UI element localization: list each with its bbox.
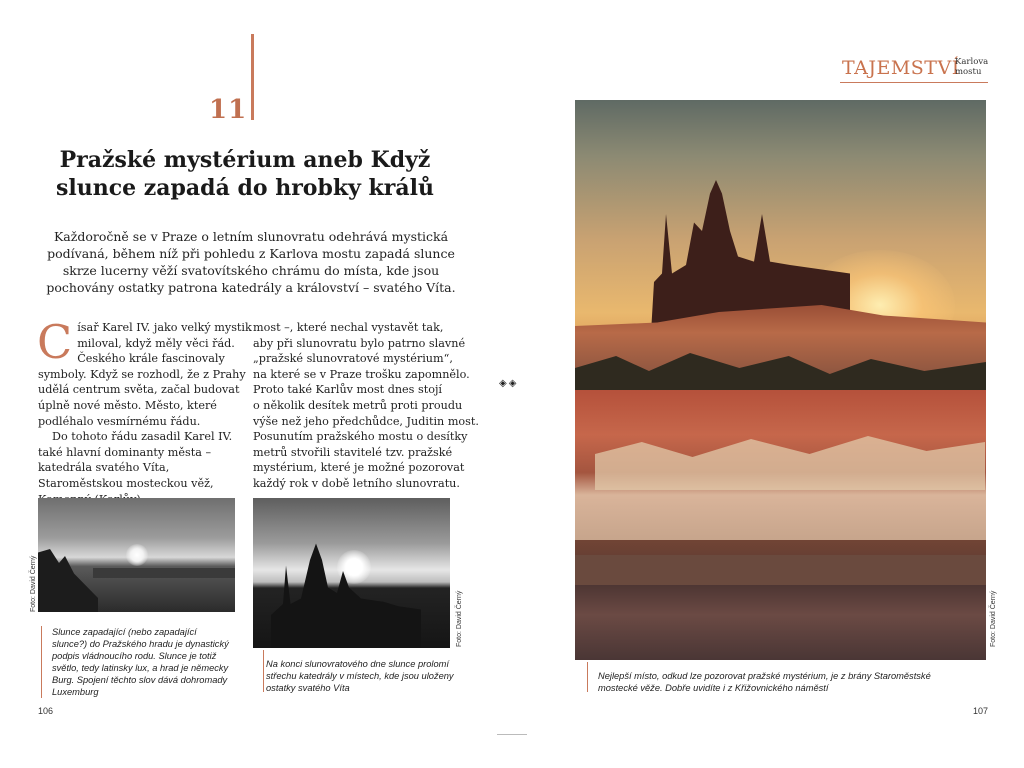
lede-paragraph: Každoročně se v Praze o letním slunovratu odehrává mystická podívaná, během níž při pohledu z Karlova mostu zapadá slunce skrze lucerny věží svatovítského chrámu do místa, kde jsou pochovány ostatky patrona katedrály a království – svatého Víta. xyxy=(46,229,456,295)
body-line: podléhalo vesmírnému řádu. xyxy=(38,414,201,428)
body-line: úplně nové město. Město, které xyxy=(38,398,217,412)
drop-cap: C xyxy=(37,315,73,369)
body-line: výše než jeho předchůdce, Juditin most. xyxy=(253,414,479,428)
body-line: na které se v Praze trošku zapomnělo. xyxy=(253,367,470,381)
body-line: ísař Karel IV. jako velký mystik xyxy=(77,321,252,334)
cathedral-sunset-photo xyxy=(253,498,450,648)
section-subtitle: Karlova mostu xyxy=(955,57,989,77)
sunset-bridge-photo xyxy=(38,498,235,612)
divider xyxy=(497,734,527,735)
photo-caption: Na konci slunovratového dne slunce prolomí střechu katedrály v místech, kde jsou uloženy ostatky svatého Víta xyxy=(266,659,454,693)
bridge-silhouette xyxy=(38,542,98,612)
body-paragraph: Do tohoto řádu zasadil Karel IV. také hlavní dominanty města – katedrála svatého Víta, Staroměstskou mosteckou věž, xyxy=(38,430,233,490)
title-line: slunce zapadá do hrobky králů xyxy=(56,175,434,201)
body-line: aby při slunovratu bylo patrno slavné xyxy=(253,336,466,350)
prague-castle-photo xyxy=(575,100,986,660)
skyline-silhouette xyxy=(93,568,235,578)
page-number: 106 xyxy=(38,706,54,716)
caption-rule xyxy=(587,662,588,692)
body-line: metrů stvořili stavitelé tzv. pražské xyxy=(253,445,453,459)
page-number: 107 xyxy=(973,706,989,716)
body-line: o několik desítek metrů proti proudu xyxy=(253,398,463,412)
embankment xyxy=(575,555,986,585)
caption-rule xyxy=(263,650,264,692)
body-line: symboly. Když se rozhodl, že z Prahy xyxy=(38,367,246,381)
body-column-1 xyxy=(37,315,252,507)
chapter-number: 11 xyxy=(209,95,248,125)
section-title: TAJEMSTVÍ xyxy=(842,57,960,79)
body-line: Posunutím pražského mostu o desítky xyxy=(253,430,468,444)
body-line: miloval, když měly věci řád. xyxy=(77,336,235,350)
body-line: Českého krále fascinovaly xyxy=(77,352,225,366)
accent-bar xyxy=(251,34,254,120)
photo-credit: Foto: David Černý xyxy=(990,590,997,647)
photo-caption: Nejlepší místo, odkud lze pozorovat pražské mystérium, je z brány Staroměstské mostecké věže. Dobře uvidíte i z Křižovnického náměstí xyxy=(598,671,931,693)
body-line: Proto také Karlův most dnes stojí xyxy=(253,383,442,397)
body-line: udělá centrum světa, začal budovat xyxy=(38,383,240,397)
spread-marker-icon: ◈◈ xyxy=(499,378,519,389)
photo-caption: Slunce zapadající (nebo zapadající slunce?) do Pražského hradu je dynastický podpis vládnoucího rodu. Slunce je totiž světlo, tedy latinsky lux, a hrad je německy Burg. Spojení těchto slov dává dohromady Luxemburg xyxy=(41,626,231,698)
header-rule xyxy=(840,82,988,83)
page-title xyxy=(40,146,450,202)
body-column-2 xyxy=(253,320,479,492)
photo-credit: Foto: David Černý xyxy=(30,555,37,612)
sun-glow xyxy=(126,544,148,566)
photo-credit: Foto: David Černý xyxy=(456,590,463,647)
river xyxy=(575,585,986,660)
title-line: Pražské mystérium aneb Když xyxy=(59,147,431,173)
body-line: každý rok v době letního slunovratu. xyxy=(253,476,460,490)
body-line: mystérium, které je možné pozorovat xyxy=(253,461,465,475)
body-line: „pražské slunovratové mystérium“, xyxy=(253,352,453,366)
body-line: most –, které nechal vystavět tak, xyxy=(253,321,444,334)
